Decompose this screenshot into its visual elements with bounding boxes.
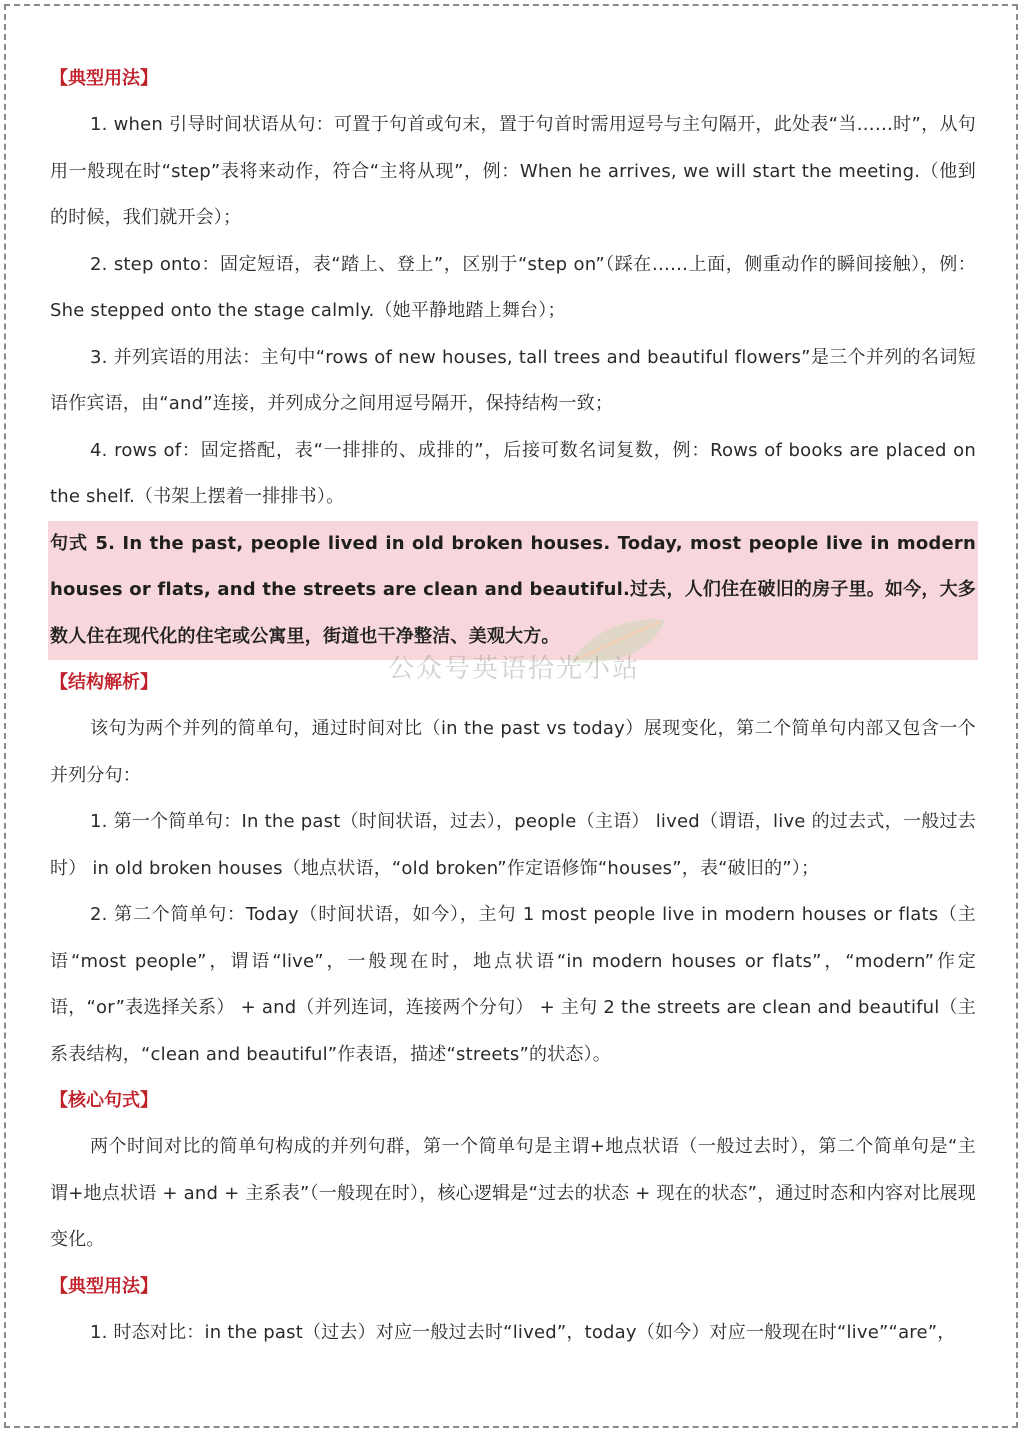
highlighted-sentence-block [48, 521, 978, 661]
structure-paragraph-2: 1. 第一个简单句：In the past（时间状语，过去），people（主语） lived（谓语，live 的过去式，一般过去时） in old broken houses（地点状语，“old broken”作定语修饰“houses”，表“破旧的”）； [50, 811, 976, 879]
usage-paragraph-2: 2. step onto：固定短语，表“踏上、登上”，区别于“step on”（踩在……上面，侧重动作的瞬间接触），例：She stepped onto the stage calmly.（她平静地踏上舞台）； [50, 253, 976, 321]
structure-paragraph-3: 2. 第二个简单句：Today（时间状语，如今），主句 1 most people live in modern houses or flats（主语“most people”，谓语“live”，一般现在时，地点状语“in modern houses or flats”，“modern”作定语，“or”表选择关系） + and（并列连词，连接两个分句） + 主句 2 the streets are clean and beautiful（主系表结构，“clean and beautiful”作表语，描述“streets”的状态）。 [50, 904, 976, 1065]
section-title-usage-2: 【典型用法】 [50, 1275, 158, 1297]
usage-paragraph-3: 3. 并列宾语的用法：主句中“rows of new houses, tall trees and beautiful flowers”是三个并列的名词短语作宾语，由“and”连接，并列成分之间用逗号隔开，保持结构一致； [50, 346, 976, 414]
section-title-usage: 【典型用法】 [50, 68, 158, 89]
section-title-structure: 【结构解析】 [50, 672, 158, 693]
usage-paragraph-4: 4. rows of：固定搭配，表“一排排的、成排的”，后接可数名词复数，例：Rows of books are placed on the shelf.（书架上摆着一排排书）。 [50, 439, 976, 507]
highlighted-sentence: 句式 5. In the past, people lived in old broken houses. Today, most people live in modern houses or flats, and the streets are clean and beautiful.过去，人们住在破旧的房子里。如今，大多数人住在现代化的住宅或公寓里，街道也干净整洁、美观大方。 [50, 532, 976, 647]
usage-paragraph-1: 1. when 引导时间状语从句：可置于句首或句末，置于句首时需用逗号与主句隔开，此处表“当……时”，从句用一般现在时“step”表将来动作，符合“主将从现”，例：When he arrives, we will start the meeting.（他到的时候，我们就开会）； [50, 114, 976, 228]
core-paragraph-1: 两个时间对比的简单句构成的并列句群，第一个简单句是主谓+地点状语（一般过去时），第二个简单句是“主谓+地点状语 + and + 主系表”（一般现在时），核心逻辑是“过去的状态 + 现在的状态”，通过时态和内容对比展现变化。 [50, 1136, 976, 1250]
document-body [50, 56, 976, 1356]
usage2-paragraph-1: 1. 时态对比：in the past（过去）对应一般过去时“lived”，today（如今）对应一般现在时“live”“are”， [90, 1321, 956, 1343]
watermark-text: 公众号英语拾光小站 [388, 654, 641, 684]
section-title-core: 【核心句式】 [50, 1090, 158, 1111]
structure-paragraph-1: 该句为两个并列的简单句，通过时间对比（in the past vs today）展现变化，第二个简单句内部又包含一个并列分句： [50, 718, 976, 786]
